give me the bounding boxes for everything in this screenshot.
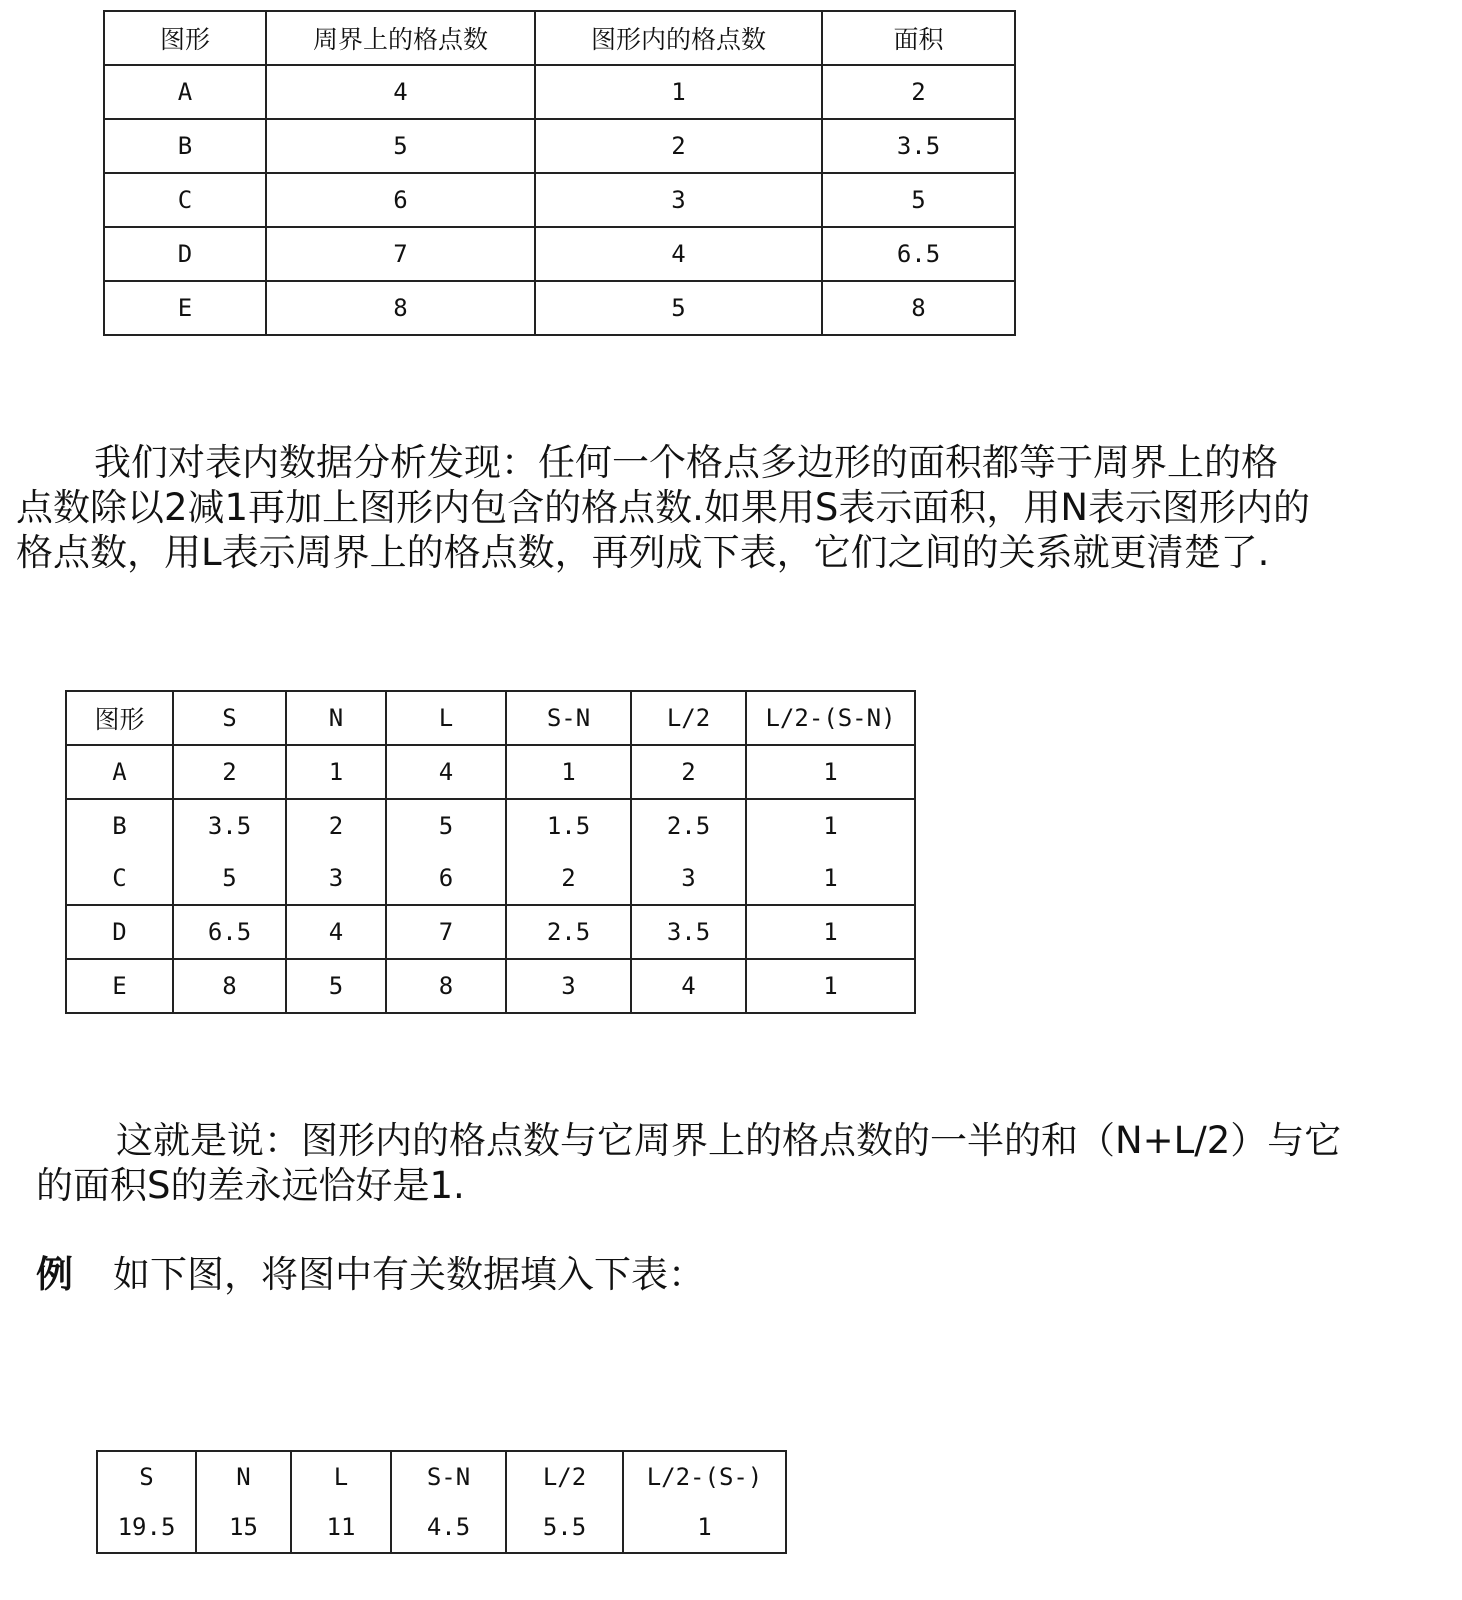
table-row xyxy=(66,799,915,852)
paragraph-line: 这就是说：图形内的格点数与它周界上的格点数的一半的和（N+L/2）与它 xyxy=(116,1119,1342,1162)
table-cell: 2 xyxy=(631,745,746,799)
table-cell: D xyxy=(66,905,173,959)
table-row xyxy=(66,745,915,799)
table-cell: 1 xyxy=(746,852,915,905)
table-cell: 6.5 xyxy=(822,227,1015,281)
table-cell: D xyxy=(104,227,266,281)
table-header-row xyxy=(66,691,915,745)
table-cell: 1 xyxy=(746,745,915,799)
table-cell: 4 xyxy=(266,65,535,119)
table-cell: 3 xyxy=(631,852,746,905)
header-s: S xyxy=(97,1451,196,1502)
table-cell: 2 xyxy=(506,852,631,905)
table-cell: 3 xyxy=(535,173,822,227)
table-cell: 1 xyxy=(746,905,915,959)
table-cell: C xyxy=(66,852,173,905)
example-prompt xyxy=(36,1252,705,1297)
table-cell: E xyxy=(104,281,266,335)
header-difference: L/2-(S-) xyxy=(623,1451,786,1502)
table-row xyxy=(97,1502,786,1553)
table-cell: 4 xyxy=(535,227,822,281)
table-cell: 8 xyxy=(173,959,286,1013)
header-interior-points: 图形内的格点数 xyxy=(535,11,822,65)
table-cell: 4 xyxy=(286,905,386,959)
header-l-half: L/2 xyxy=(631,691,746,745)
header-area: 面积 xyxy=(822,11,1015,65)
table-cell: 2.5 xyxy=(631,799,746,852)
header-shape: 图形 xyxy=(66,691,173,745)
table-cell: 4 xyxy=(386,745,506,799)
table-cell: 15 xyxy=(196,1502,291,1553)
table-cell: 2 xyxy=(535,119,822,173)
table-cell: A xyxy=(104,65,266,119)
table-cell: 6 xyxy=(266,173,535,227)
header-l-half: L/2 xyxy=(506,1451,623,1502)
paragraph-line: 我们对表内数据分析发现：任何一个格点多边形的面积都等于周界上的格 xyxy=(94,441,1278,484)
example-label: 例 xyxy=(36,1253,73,1296)
table-cell: 5.5 xyxy=(506,1502,623,1553)
table-row xyxy=(66,959,915,1013)
table-row xyxy=(104,119,1015,173)
table-cell: 1 xyxy=(623,1502,786,1553)
table-cell: 5 xyxy=(266,119,535,173)
table-header-row xyxy=(97,1451,786,1502)
table-cell: 2.5 xyxy=(506,905,631,959)
table-row xyxy=(66,905,915,959)
example-text: 如下图，将图中有关数据填入下表： xyxy=(113,1253,705,1296)
table-cell: 4.5 xyxy=(391,1502,506,1553)
table-cell: 11 xyxy=(291,1502,391,1553)
table-cell: 2 xyxy=(173,745,286,799)
header-n: N xyxy=(196,1451,291,1502)
table-cell: B xyxy=(104,119,266,173)
table-cell: 3 xyxy=(286,852,386,905)
table-cell: B xyxy=(66,799,173,852)
table-cell: 8 xyxy=(266,281,535,335)
table-cell: 7 xyxy=(266,227,535,281)
table-cell: 1 xyxy=(535,65,822,119)
table-cell: 19.5 xyxy=(97,1502,196,1553)
table-cell: 5 xyxy=(386,799,506,852)
table-cell: 3.5 xyxy=(631,905,746,959)
table-cell: 1 xyxy=(286,745,386,799)
table-cell: 5 xyxy=(535,281,822,335)
table-row xyxy=(104,227,1015,281)
table-cell: 1.5 xyxy=(506,799,631,852)
conclusion-paragraph xyxy=(36,1118,1436,1208)
table-cell: 5 xyxy=(173,852,286,905)
table-cell: 6.5 xyxy=(173,905,286,959)
table-row xyxy=(104,173,1015,227)
table-cell: 8 xyxy=(822,281,1015,335)
lattice-points-table xyxy=(103,10,1016,336)
header-s-minus-n: S-N xyxy=(506,691,631,745)
table-cell: 3 xyxy=(506,959,631,1013)
table-row xyxy=(104,281,1015,335)
paragraph-line: 的面积S的差永远恰好是1. xyxy=(36,1164,465,1207)
table-row xyxy=(66,852,915,905)
table-cell: C xyxy=(104,173,266,227)
header-s: S xyxy=(173,691,286,745)
table-cell: 3.5 xyxy=(173,799,286,852)
table-cell: 2 xyxy=(822,65,1015,119)
header-s-minus-n: S-N xyxy=(391,1451,506,1502)
table-cell: 6 xyxy=(386,852,506,905)
table-cell: 5 xyxy=(822,173,1015,227)
table-cell: 1 xyxy=(746,799,915,852)
table-cell: 1 xyxy=(506,745,631,799)
table-cell: 7 xyxy=(386,905,506,959)
header-shape: 图形 xyxy=(104,11,266,65)
paragraph-line: 点数除以2减1再加上图形内包含的格点数.如果用S表示面积，用N表示图形内的 xyxy=(16,486,1311,529)
header-l: L xyxy=(386,691,506,745)
header-boundary-points: 周界上的格点数 xyxy=(266,11,535,65)
table-cell: 2 xyxy=(286,799,386,852)
table-cell: E xyxy=(66,959,173,1013)
table-header-row xyxy=(104,11,1015,65)
table-row xyxy=(104,65,1015,119)
table-cell: 1 xyxy=(746,959,915,1013)
paragraph-line: 格点数，用L表示周界上的格点数，再列成下表，它们之间的关系就更清楚了. xyxy=(16,531,1270,574)
relationship-table xyxy=(65,690,916,1014)
header-difference: L/2-(S-N) xyxy=(746,691,915,745)
table-cell: 8 xyxy=(386,959,506,1013)
table-cell: 3.5 xyxy=(822,119,1015,173)
header-l: L xyxy=(291,1451,391,1502)
table-cell: 4 xyxy=(631,959,746,1013)
header-n: N xyxy=(286,691,386,745)
table-cell: 5 xyxy=(286,959,386,1013)
analysis-paragraph xyxy=(16,440,1436,575)
table-cell: A xyxy=(66,745,173,799)
example-table xyxy=(96,1450,787,1554)
